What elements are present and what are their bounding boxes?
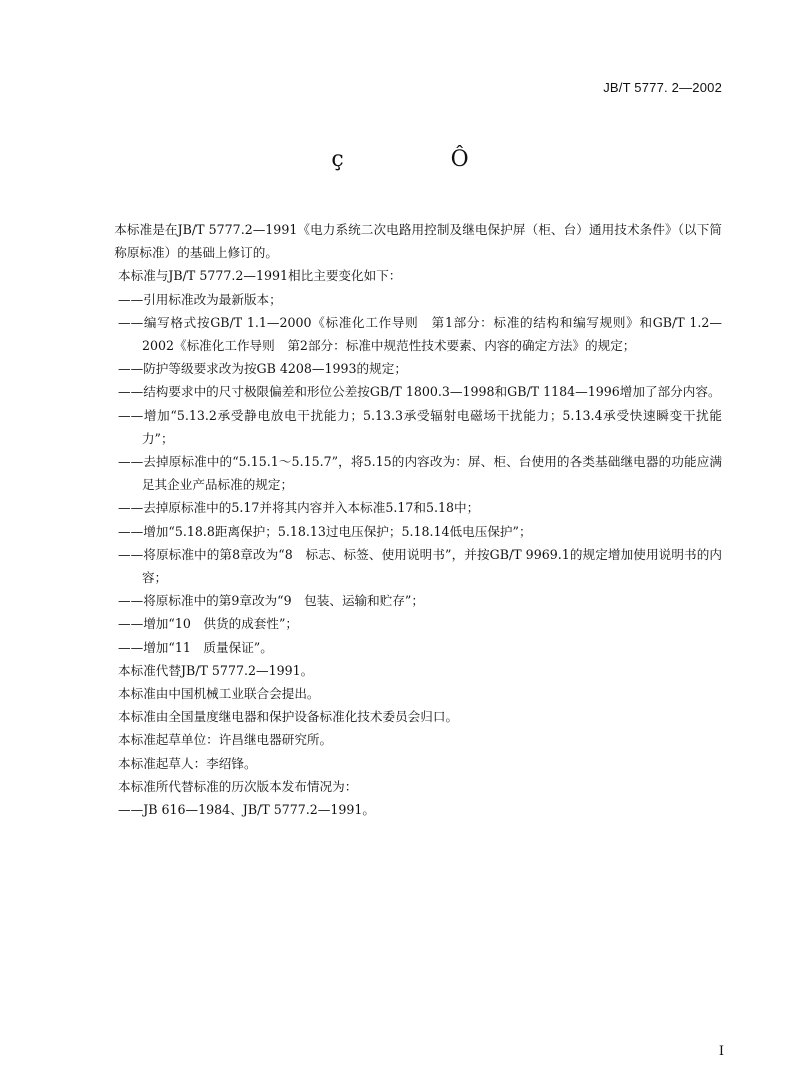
paragraph-intro: 本标准是在JB/T 5777.2—1991《电力系统二次电路用控制及继电保护屏（柜、台）通用技术条件》（以下简称原标准）的基础上修订的。 [114,222,722,261]
change-item: ——将原标准中的第8章改为“8 标志、标签、使用说明书”，并按GB/T 9969.1的规定增加使用说明书的内容； [118,546,722,586]
change-item: ——引用标准改为最新版本； [118,291,282,307]
change-item: ——去掉原标准中的5.17并将其内容并入本标准5.17和5.18中； [118,500,480,516]
history-item: ——JB 616—1984、JB/T 5777.2—1991。 [118,802,376,818]
change-item: ——增加“10 供货的成套性”； [118,616,299,632]
paragraph-centralized-by: 本标准由全国量度继电器和保护设备标准化技术委员会归口。 [118,709,459,725]
standard-number: JB/T 5777. 2—2002 [603,80,722,95]
change-item: ——防护等级要求改为按GB 4208—1993的规定； [118,361,407,377]
paragraph-replaces: 本标准代替JB/T 5777.2—1991。 [118,662,314,678]
paragraph-history-heading: 本标准所代替标准的历次版本发布情况为： [118,778,358,794]
paragraph-drafter: 本标准起草人：李绍锋。 [118,755,257,771]
paragraph-proposed-by: 本标准由中国机械工业联合会提出。 [118,686,320,702]
foreword-body [114,218,722,821]
change-item: ——将原标准中的第9章改为“9 包装、运输和贮存”； [118,593,424,609]
paragraph-changes-heading: 本标准与JB/T 5777.2—1991相比主要变化如下： [118,268,402,284]
change-item: ——增加“5.13.2承受静电放电干扰能力；5.13.3承受辐射电磁场干扰能力；5.13.4承受快速瞬变干扰能力”； [118,407,722,446]
change-item: ——增加“5.18.8距离保护；5.18.13过电压保护；5.18.14低电压保护”； [118,523,532,539]
page-number: I [718,1044,724,1059]
change-item: ——增加“11 质量保证”。 [118,639,273,655]
change-item: ——去掉原标准中的“5.15.1～5.15.7”，将5.15的内容改为：屏、柜、台使用的各类基础继电器的功能应满足其企业产品标准的规定； [118,454,722,493]
change-item: ——结构要求中的尺寸极限偏差和形位公差按GB/T 1800.3—1998和GB/T 1184—1996增加了部分内容。 [118,384,721,400]
paragraph-drafting-unit: 本标准起草单位：许昌继电器研究所。 [118,732,333,748]
change-item: ——编写格式按GB/T 1.1—2000《标准化工作导则 第1部分：标准的结构和编写规则》和GB/T 1.2—2002《标准化工作导则 第2部分：标准中规范性技术要素、内容的确定方法》的规定； [118,314,722,354]
page-title: ç Ô [331,147,519,172]
